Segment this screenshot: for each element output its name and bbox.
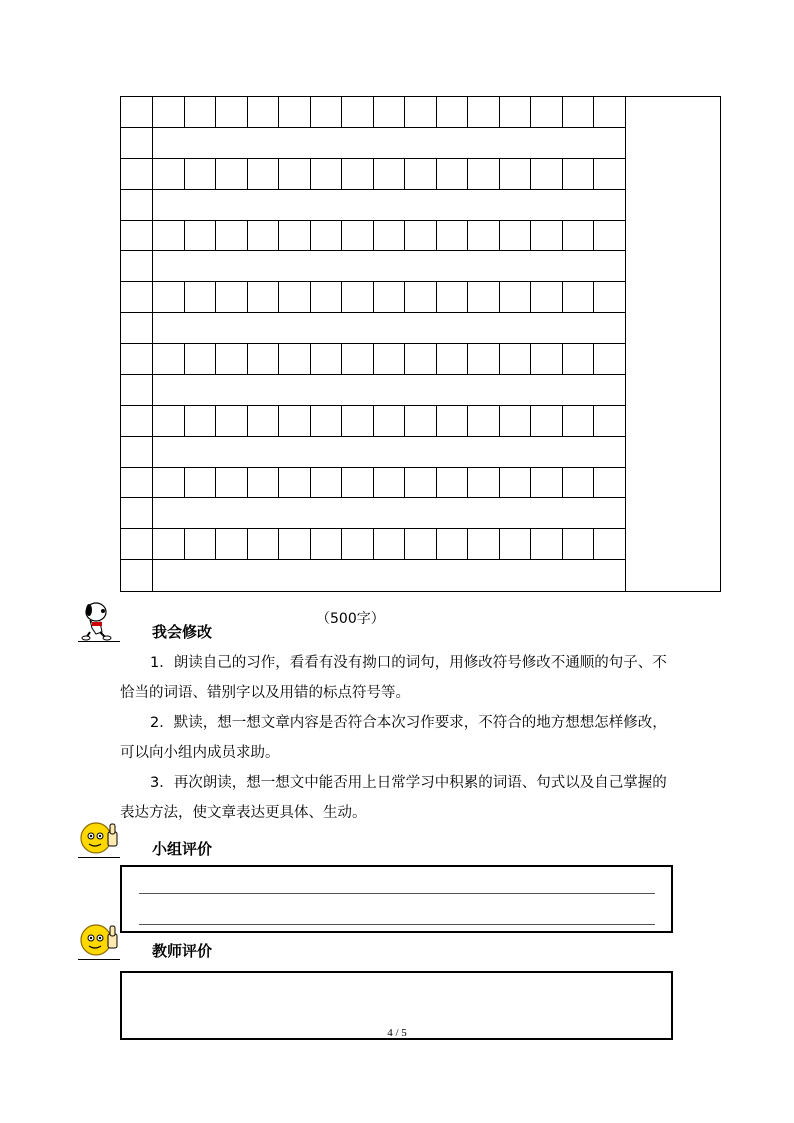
grid-cell[interactable]	[563, 97, 595, 128]
grid-lead-cell	[121, 560, 153, 591]
grid-cell[interactable]	[594, 282, 626, 313]
grid-cell[interactable]	[153, 282, 185, 313]
grid-cell[interactable]	[594, 406, 626, 437]
grid-cell[interactable]	[500, 344, 532, 375]
grid-cell[interactable]	[500, 159, 532, 190]
grid-cell[interactable]	[216, 529, 248, 560]
grid-lead-cell	[121, 468, 153, 499]
grid-line-row	[121, 498, 626, 529]
grid-cell[interactable]	[342, 344, 374, 375]
grid-cell[interactable]	[311, 97, 343, 128]
grid-lead-cell	[121, 437, 153, 468]
grid-cell[interactable]	[405, 282, 437, 313]
grid-cell[interactable]	[216, 406, 248, 437]
grid-lead-cell	[121, 97, 153, 128]
grid-cell[interactable]	[531, 529, 563, 560]
grid-cell[interactable]	[279, 529, 311, 560]
grid-line-row	[121, 190, 626, 221]
grid-cell[interactable]	[437, 221, 469, 252]
grid-cell[interactable]	[185, 468, 217, 499]
grid-cell[interactable]	[594, 529, 626, 560]
grid-cell[interactable]	[216, 468, 248, 499]
revise-title: 我会修改	[152, 623, 213, 641]
grid-spacer-line	[153, 251, 626, 282]
grid-cell[interactable]	[437, 529, 469, 560]
group-eval-rule-1	[139, 893, 655, 894]
grid-cell[interactable]	[185, 529, 217, 560]
grid-lead-cell	[121, 498, 153, 529]
grid-line-row	[121, 560, 626, 591]
grid-lead-cell	[121, 344, 153, 375]
grid-cell[interactable]	[563, 529, 595, 560]
group-eval-rule-2	[139, 924, 655, 925]
grid-cell[interactable]	[279, 344, 311, 375]
grid-cell[interactable]	[185, 344, 217, 375]
grid-cell[interactable]	[279, 221, 311, 252]
grid-cell[interactable]	[531, 468, 563, 499]
grid-cell[interactable]	[563, 406, 595, 437]
grid-cell[interactable]	[563, 282, 595, 313]
grid-cell[interactable]	[374, 221, 406, 252]
grid-cell[interactable]	[594, 221, 626, 252]
grid-cell[interactable]	[185, 282, 217, 313]
grid-cell[interactable]	[563, 468, 595, 499]
grid-lead-cell	[121, 190, 153, 221]
grid-cell[interactable]	[185, 406, 217, 437]
grid-cell[interactable]	[500, 406, 532, 437]
grid-cell[interactable]	[405, 221, 437, 252]
group-eval-box[interactable]	[120, 865, 673, 933]
grid-cell[interactable]	[437, 282, 469, 313]
grid-lead-cell	[121, 221, 153, 252]
grid-spacer-line	[153, 560, 626, 591]
grid-spacer-line	[153, 437, 626, 468]
grid-cell[interactable]	[342, 159, 374, 190]
grid-lead-cell	[121, 406, 153, 437]
grid-cell[interactable]	[437, 159, 469, 190]
grid-cell[interactable]	[311, 406, 343, 437]
grid-lead-cell	[121, 282, 153, 313]
grid-cell[interactable]	[216, 159, 248, 190]
grid-cell[interactable]	[531, 344, 563, 375]
grid-cell[interactable]	[342, 97, 374, 128]
grid-cell[interactable]	[279, 97, 311, 128]
grid-cell[interactable]	[594, 344, 626, 375]
grid-cell[interactable]	[185, 159, 217, 190]
thumbs-up-smiley-icon	[78, 920, 122, 960]
grid-cell[interactable]	[437, 406, 469, 437]
grid-cell[interactable]	[531, 221, 563, 252]
grid-cell[interactable]	[216, 344, 248, 375]
snoopy-mascot-icon	[76, 598, 120, 642]
grid-box-row	[121, 221, 626, 252]
grid-cell[interactable]	[185, 97, 217, 128]
grid-cell[interactable]	[531, 97, 563, 128]
grid-cell[interactable]	[594, 468, 626, 499]
grid-cell[interactable]	[153, 221, 185, 252]
revise-item-1: 1．朗读自己的习作，看看有没有拗口的词句，用修改符号修改不通顺的句子、不恰当的词语、错别字以及用错的标点符号等。	[120, 655, 667, 701]
grid-cell[interactable]	[405, 344, 437, 375]
grid-cell[interactable]	[342, 529, 374, 560]
grid-box-row	[121, 468, 626, 499]
grid-cell[interactable]	[374, 159, 406, 190]
grid-cell[interactable]	[405, 159, 437, 190]
grid-cell[interactable]	[311, 529, 343, 560]
page-number: 4 / 5	[387, 1027, 407, 1039]
grid-cell[interactable]	[248, 344, 280, 375]
grid-cell[interactable]	[437, 468, 469, 499]
grid-cell[interactable]	[248, 221, 280, 252]
grid-cell[interactable]	[468, 406, 500, 437]
grid-lead-cell	[121, 375, 153, 406]
grid-cell[interactable]	[500, 221, 532, 252]
grid-cell[interactable]	[374, 282, 406, 313]
thumbs-up-smiley-icon	[78, 818, 122, 858]
grid-cell[interactable]	[500, 282, 532, 313]
grid-cell[interactable]	[500, 468, 532, 499]
grid-cell[interactable]	[216, 97, 248, 128]
grid-cell[interactable]	[374, 97, 406, 128]
grid-cell[interactable]	[342, 221, 374, 252]
grid-lead-cell	[121, 529, 153, 560]
grid-lead-cell	[121, 313, 153, 344]
smiley-underline-1	[78, 857, 120, 858]
grid-cell[interactable]	[279, 159, 311, 190]
revise-item-2: 2．默读，想一想文章内容是否符合本次习作要求，不符合的地方想想怎样修改，可以向小组内成员求助。	[120, 715, 667, 761]
grid-cell[interactable]	[342, 406, 374, 437]
grid-cell[interactable]	[216, 221, 248, 252]
grid-spacer-line	[153, 190, 626, 221]
grid-cell[interactable]	[405, 97, 437, 128]
grid-cell[interactable]	[468, 468, 500, 499]
grid-cell[interactable]	[468, 529, 500, 560]
grid-lead-cell	[121, 251, 153, 282]
grid-cell[interactable]	[311, 344, 343, 375]
grid-cell[interactable]	[500, 97, 532, 128]
grid-line-row	[121, 375, 626, 406]
grid-cell[interactable]	[311, 468, 343, 499]
grid-cell[interactable]	[563, 221, 595, 252]
grid-line-row	[121, 251, 626, 282]
grid-cell[interactable]	[248, 468, 280, 499]
grid-spacer-line	[153, 313, 626, 344]
grid-cell[interactable]	[405, 406, 437, 437]
grid-box-row	[121, 97, 626, 128]
grid-cell[interactable]	[500, 529, 532, 560]
grid-cell[interactable]	[437, 344, 469, 375]
smiley-underline-2	[78, 959, 120, 960]
grid-cell[interactable]	[374, 344, 406, 375]
grid-cell[interactable]	[153, 529, 185, 560]
grid-cell[interactable]	[153, 159, 185, 190]
mascot-underline	[78, 641, 120, 642]
grid-cells	[121, 97, 626, 591]
grid-cell[interactable]	[185, 221, 217, 252]
grid-cell[interactable]	[594, 159, 626, 190]
grid-cell[interactable]	[153, 406, 185, 437]
grid-cell[interactable]	[468, 159, 500, 190]
grid-cell[interactable]	[279, 468, 311, 499]
grid-cell[interactable]	[468, 344, 500, 375]
grid-cell[interactable]	[342, 468, 374, 499]
teacher-eval-title: 教师评价	[152, 942, 213, 960]
grid-lead-cell	[121, 128, 153, 159]
grid-cell[interactable]	[342, 282, 374, 313]
grid-cell[interactable]	[594, 97, 626, 128]
grid-line-row	[121, 313, 626, 344]
word-count-label: （500字）	[316, 611, 385, 627]
grid-box-row	[121, 406, 626, 437]
grid-cell[interactable]	[311, 159, 343, 190]
group-eval-title: 小组评价	[152, 840, 213, 858]
grid-cell[interactable]	[374, 529, 406, 560]
grid-cell[interactable]	[279, 406, 311, 437]
grid-cell[interactable]	[153, 468, 185, 499]
grid-cell[interactable]	[531, 159, 563, 190]
grid-box-row	[121, 529, 626, 560]
grid-box-row	[121, 344, 626, 375]
grid-cell[interactable]	[216, 282, 248, 313]
grid-spacer-line	[153, 128, 626, 159]
grid-cell[interactable]	[311, 282, 343, 313]
grid-cell[interactable]	[248, 159, 280, 190]
grid-cell[interactable]	[563, 344, 595, 375]
grid-line-row	[121, 437, 626, 468]
grid-cell[interactable]	[563, 159, 595, 190]
grid-cell[interactable]	[248, 282, 280, 313]
grid-cell[interactable]	[374, 406, 406, 437]
grid-box-row	[121, 159, 626, 190]
grid-spacer-line	[153, 375, 626, 406]
grid-box-row	[121, 282, 626, 313]
grid-cell[interactable]	[311, 221, 343, 252]
grid-cell[interactable]	[248, 97, 280, 128]
grid-cell[interactable]	[153, 344, 185, 375]
grid-cell[interactable]	[153, 97, 185, 128]
grid-cell[interactable]	[531, 282, 563, 313]
grid-cell[interactable]	[405, 529, 437, 560]
grid-cell[interactable]	[468, 282, 500, 313]
grid-cell[interactable]	[248, 529, 280, 560]
grid-cell[interactable]	[279, 282, 311, 313]
grid-cell[interactable]	[405, 468, 437, 499]
writing-grid	[120, 96, 721, 627]
grid-cell[interactable]	[437, 97, 469, 128]
grid-lead-cell	[121, 159, 153, 190]
revise-item-3: 3．再次朗读，想一想文中能否用上日常学习中积累的词语、句式以及自己掌握的表达方法，使文章表达更具体、生动。	[120, 775, 667, 821]
grid-cell[interactable]	[374, 468, 406, 499]
grid-cell[interactable]	[531, 406, 563, 437]
grid-spacer-line	[153, 498, 626, 529]
grid-cell[interactable]	[248, 406, 280, 437]
grid-cell[interactable]	[468, 97, 500, 128]
grid-cell[interactable]	[468, 221, 500, 252]
grid-line-row	[121, 128, 626, 159]
